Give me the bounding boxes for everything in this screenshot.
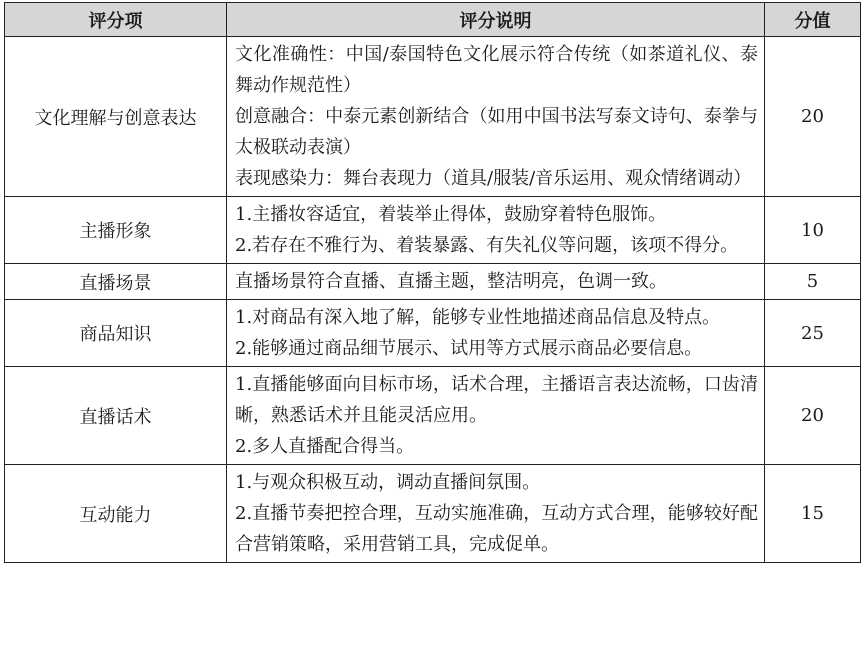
description-line: 1.对商品有深入地了解，能够专业性地描述商品信息及特点。 [235,307,721,328]
score-cell: 20 [765,37,861,197]
description-line: 表现感染力：舞台表现力（道具/服装/音乐运用、观众情绪调动） [235,168,752,189]
item-cell: 文化理解与创意表达 [5,37,227,197]
item-cell: 互动能力 [5,465,227,563]
table-row [5,300,861,367]
item-cell: 直播场景 [5,264,227,300]
description-line: 2.多人直播配合得当。 [235,436,415,457]
table-row [5,367,861,465]
description-cell [227,367,765,465]
item-cell: 主播形象 [5,197,227,264]
table-row [5,465,861,563]
header-item: 评分项 [5,3,227,37]
description-line: 2.若存在不雅行为、着装暴露、有失礼仪等问题，该项不得分。 [235,235,739,256]
description-line: 直播场景符合直播、直播主题，整洁明亮，色调一致。 [235,271,667,292]
score-cell: 10 [765,197,861,264]
description-line: 文化准确性：中国/泰国特色文化展示符合传统（如茶道礼仪、泰舞动作规范性） [235,44,758,96]
score-cell: 5 [765,264,861,300]
table-row [5,264,861,300]
description-line: 2.能够通过商品细节展示、试用等方式展示商品必要信息。 [235,338,703,359]
score-cell: 25 [765,300,861,367]
description-cell [227,197,765,264]
score-cell: 15 [765,465,861,563]
description-line: 1.与观众积极互动，调动直播间氛围。 [235,472,541,493]
description-cell [227,465,765,563]
score-cell: 20 [765,367,861,465]
scoring-table [4,2,861,563]
item-cell: 直播话术 [5,367,227,465]
description-line: 2.直播节奏把控合理，互动实施准确，互动方式合理，能够较好配合营销策略，采用营销工具，完成促单。 [235,503,758,555]
description-line: 1.主播妆容适宜，着装举止得体，鼓励穿着特色服饰。 [235,204,667,225]
table-header-row [5,3,861,37]
description-cell [227,264,765,300]
description-line: 创意融合：中泰元素创新结合（如用中国书法写泰文诗句、泰拳与太极联动表演） [235,106,758,158]
description-cell [227,300,765,367]
header-score: 分值 [765,3,861,37]
scoring-table-document [4,2,860,563]
description-line: 1.直播能够面向目标市场，话术合理，主播语言表达流畅，口齿清晰，熟悉话术并且能灵活应用。 [235,374,758,426]
table-row [5,197,861,264]
item-cell: 商品知识 [5,300,227,367]
table-row [5,37,861,197]
description-cell [227,37,765,197]
header-description: 评分说明 [227,3,765,37]
